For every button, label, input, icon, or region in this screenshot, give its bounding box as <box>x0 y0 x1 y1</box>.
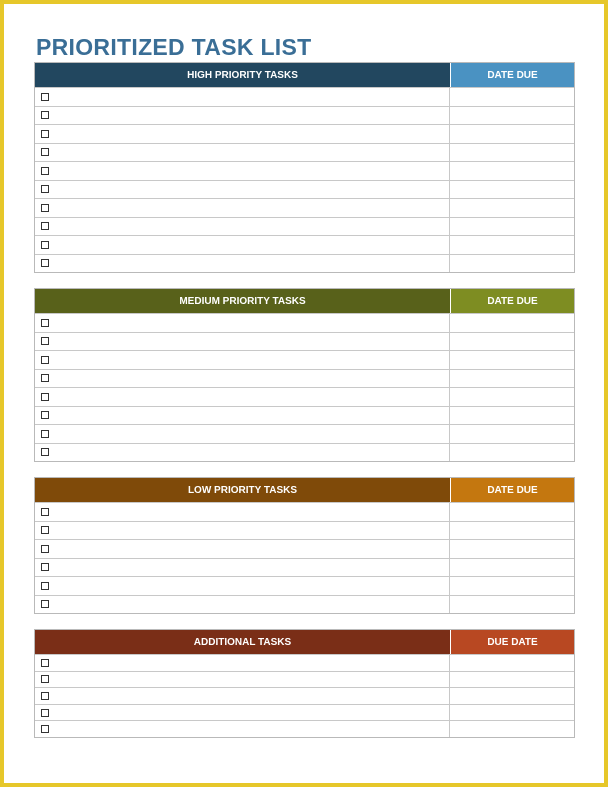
task-row <box>35 558 574 577</box>
date-cell[interactable] <box>450 314 574 332</box>
date-cell[interactable] <box>450 540 574 558</box>
task-cell[interactable] <box>35 503 450 521</box>
task-row <box>35 443 574 462</box>
task-row <box>35 704 574 721</box>
task-row <box>35 124 574 143</box>
checkbox-icon[interactable] <box>41 563 49 571</box>
checkbox-icon[interactable] <box>41 430 49 438</box>
checkbox-icon[interactable] <box>41 448 49 456</box>
task-cell[interactable] <box>35 721 450 737</box>
task-row <box>35 671 574 688</box>
date-cell[interactable] <box>450 333 574 351</box>
task-cell[interactable] <box>35 522 450 540</box>
task-row <box>35 313 574 332</box>
additional-tasks-section <box>34 629 575 738</box>
high-priority-section <box>34 62 575 273</box>
date-cell[interactable] <box>450 503 574 521</box>
checkbox-icon[interactable] <box>41 111 49 119</box>
checkbox-icon[interactable] <box>41 337 49 345</box>
task-cell[interactable] <box>35 236 450 254</box>
task-row <box>35 369 574 388</box>
checkbox-icon[interactable] <box>41 185 49 193</box>
date-cell[interactable] <box>450 88 574 106</box>
task-row <box>35 198 574 217</box>
task-cell[interactable] <box>35 144 450 162</box>
checkbox-icon[interactable] <box>41 582 49 590</box>
date-cell[interactable] <box>450 655 574 671</box>
task-cell[interactable] <box>35 125 450 143</box>
date-cell[interactable] <box>450 370 574 388</box>
task-cell[interactable] <box>35 705 450 721</box>
checkbox-icon[interactable] <box>41 259 49 267</box>
task-cell[interactable] <box>35 444 450 462</box>
checkbox-icon[interactable] <box>41 222 49 230</box>
task-cell[interactable] <box>35 540 450 558</box>
checkbox-icon[interactable] <box>41 508 49 516</box>
task-cell[interactable] <box>35 88 450 106</box>
checkbox-icon[interactable] <box>41 356 49 364</box>
date-cell[interactable] <box>450 351 574 369</box>
checkbox-icon[interactable] <box>41 167 49 175</box>
task-cell[interactable] <box>35 559 450 577</box>
page-title: PRIORITIZED TASK LIST <box>36 34 312 60</box>
checkbox-icon[interactable] <box>41 725 49 733</box>
task-row <box>35 254 574 273</box>
task-cell[interactable] <box>35 333 450 351</box>
task-row <box>35 217 574 236</box>
task-row <box>35 161 574 180</box>
task-row <box>35 406 574 425</box>
section-header <box>35 630 574 654</box>
task-row <box>35 654 574 671</box>
task-row <box>35 424 574 443</box>
task-cell[interactable] <box>35 199 450 217</box>
date-cell[interactable] <box>450 144 574 162</box>
date-cell[interactable] <box>450 705 574 721</box>
checkbox-icon[interactable] <box>41 319 49 327</box>
date-cell[interactable] <box>450 255 574 273</box>
task-cell[interactable] <box>35 688 450 704</box>
task-cell[interactable] <box>35 596 450 614</box>
checkbox-icon[interactable] <box>41 692 49 700</box>
task-column-header: ADDITIONAL TASKS <box>35 630 451 654</box>
date-cell[interactable] <box>450 388 574 406</box>
task-cell[interactable] <box>35 370 450 388</box>
task-cell[interactable] <box>35 162 450 180</box>
task-cell[interactable] <box>35 255 450 273</box>
low-priority-section <box>34 477 575 614</box>
task-row <box>35 720 574 737</box>
task-row <box>35 576 574 595</box>
date-cell[interactable] <box>450 522 574 540</box>
task-row <box>35 387 574 406</box>
checkbox-icon[interactable] <box>41 130 49 138</box>
date-cell[interactable] <box>450 577 574 595</box>
section-header <box>35 289 574 313</box>
task-row <box>35 106 574 125</box>
checkbox-icon[interactable] <box>41 204 49 212</box>
date-column-header: DATE DUE <box>451 478 574 502</box>
checkbox-icon[interactable] <box>41 374 49 382</box>
task-row <box>35 539 574 558</box>
date-cell[interactable] <box>450 236 574 254</box>
date-column-header: DATE DUE <box>451 63 574 87</box>
task-row <box>35 350 574 369</box>
task-row <box>35 235 574 254</box>
task-column-header: HIGH PRIORITY TASKS <box>35 63 451 87</box>
task-row <box>35 143 574 162</box>
task-row <box>35 87 574 106</box>
task-row <box>35 521 574 540</box>
date-cell[interactable] <box>450 407 574 425</box>
checkbox-icon[interactable] <box>41 675 49 683</box>
task-cell[interactable] <box>35 351 450 369</box>
task-cell[interactable] <box>35 181 450 199</box>
date-cell[interactable] <box>450 162 574 180</box>
date-cell[interactable] <box>450 107 574 125</box>
checkbox-icon[interactable] <box>41 545 49 553</box>
task-row <box>35 687 574 704</box>
date-cell[interactable] <box>450 125 574 143</box>
date-cell[interactable] <box>450 218 574 236</box>
task-row <box>35 502 574 521</box>
date-cell[interactable] <box>450 596 574 614</box>
section-header <box>35 63 574 87</box>
task-cell[interactable] <box>35 218 450 236</box>
date-cell[interactable] <box>450 199 574 217</box>
checkbox-icon[interactable] <box>41 148 49 156</box>
date-cell[interactable] <box>450 181 574 199</box>
checkbox-icon[interactable] <box>41 393 49 401</box>
task-column-header: LOW PRIORITY TASKS <box>35 478 451 502</box>
task-cell[interactable] <box>35 314 450 332</box>
checkbox-icon[interactable] <box>41 526 49 534</box>
date-cell[interactable] <box>450 672 574 688</box>
task-cell[interactable] <box>35 388 450 406</box>
date-column-header: DUE DATE <box>451 630 574 654</box>
task-cell[interactable] <box>35 672 450 688</box>
date-cell[interactable] <box>450 425 574 443</box>
medium-priority-section <box>34 288 575 462</box>
task-row <box>35 180 574 199</box>
task-cell[interactable] <box>35 425 450 443</box>
task-cell[interactable] <box>35 407 450 425</box>
date-cell[interactable] <box>450 721 574 737</box>
checkbox-icon[interactable] <box>41 93 49 101</box>
task-cell[interactable] <box>35 107 450 125</box>
date-column-header: DATE DUE <box>451 289 574 313</box>
date-cell[interactable] <box>450 688 574 704</box>
section-header <box>35 478 574 502</box>
task-row <box>35 332 574 351</box>
date-cell[interactable] <box>450 559 574 577</box>
task-column-header: MEDIUM PRIORITY TASKS <box>35 289 451 313</box>
task-cell[interactable] <box>35 655 450 671</box>
task-cell[interactable] <box>35 577 450 595</box>
checkbox-icon[interactable] <box>41 659 49 667</box>
task-list-page <box>4 4 604 783</box>
date-cell[interactable] <box>450 444 574 462</box>
checkbox-icon[interactable] <box>41 411 49 419</box>
checkbox-icon[interactable] <box>41 600 49 608</box>
checkbox-icon[interactable] <box>41 709 49 717</box>
checkbox-icon[interactable] <box>41 241 49 249</box>
task-row <box>35 595 574 614</box>
